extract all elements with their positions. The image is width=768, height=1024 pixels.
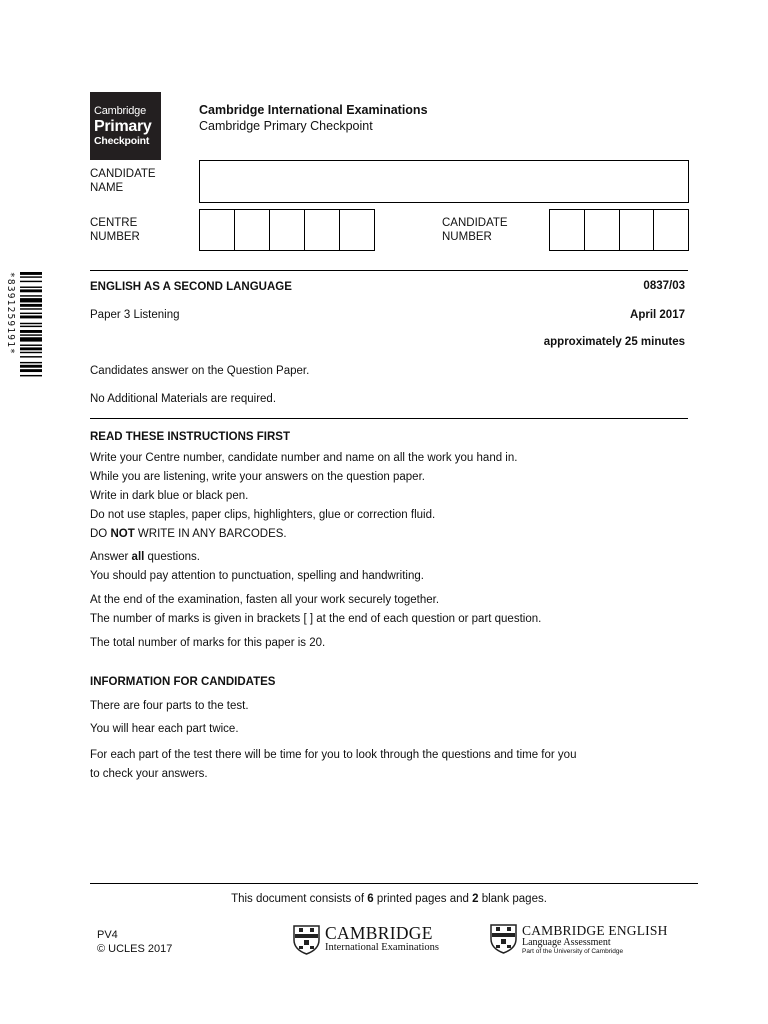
instruction-line: At the end of the examination, fasten all your work securely together. — [90, 594, 440, 606]
centre-number-label-line1: CENTRE — [90, 217, 138, 229]
instruction-text: questions. — [144, 551, 200, 563]
candidate-number-cell[interactable] — [550, 210, 584, 250]
candidate-number-label-line2: NUMBER — [442, 231, 492, 243]
centre-number-cell[interactable] — [339, 210, 374, 250]
instruction-line: Write your Centre number, candidate number and name on all the work you hand in. — [90, 452, 518, 464]
instruction-line: While you are listening, write your answers on the question paper. — [90, 471, 425, 483]
answer-note: Candidates answer on the Question Paper. — [90, 365, 310, 377]
divider-footer — [90, 883, 698, 884]
org-title: Cambridge International Examinations — [199, 103, 428, 117]
candidate-number-label-line1: CANDIDATE — [442, 217, 508, 229]
cambridge-subtitle: International Examinations — [325, 942, 440, 953]
instructions-heading: READ THESE INSTRUCTIONS FIRST — [90, 431, 290, 443]
blank-pages-count: 2 — [472, 893, 479, 905]
page-count-text: This document consists of — [231, 893, 368, 905]
candidate-name-field[interactable] — [199, 160, 689, 203]
centre-number-cell[interactable] — [234, 210, 269, 250]
instruction-line-answer-all — [90, 550, 200, 564]
info-line: You will hear each part twice. — [90, 723, 239, 735]
cambridge-crest-icon — [293, 925, 320, 955]
instruction-line: Do not use staples, paper clips, highlighters, glue or correction fluid. — [90, 509, 436, 521]
paper-name: Paper 3 Listening — [90, 309, 180, 321]
candidate-name-label — [90, 167, 156, 195]
candidate-number-cell[interactable] — [653, 210, 688, 250]
info-line: There are four parts to the test. — [90, 700, 249, 712]
centre-number-label-line2: NUMBER — [90, 231, 140, 243]
materials-note: No Additional Materials are required. — [90, 393, 277, 405]
cambridge-english-crest-icon — [490, 924, 517, 954]
info-heading: INFORMATION FOR CANDIDATES — [90, 676, 276, 688]
instruction-line: The total number of marks for this paper is 20. — [90, 637, 326, 649]
centre-number-cell[interactable] — [269, 210, 304, 250]
exam-date: April 2017 — [630, 309, 685, 321]
instruction-emphasis: NOT — [110, 528, 135, 540]
candidate-number-field[interactable] — [549, 209, 689, 251]
info-line: to check your answers. — [90, 768, 208, 780]
cambridge-english-tagline: Part of the University of Cambridge — [522, 948, 624, 955]
centre-number-cell[interactable] — [200, 210, 234, 250]
page-count-text: printed pages and — [373, 893, 473, 905]
instruction-text: Answer — [90, 551, 132, 563]
instruction-line: The number of marks is given in brackets [ ] at the end of each question or part question. — [90, 613, 542, 625]
paper-reference: PV4 — [97, 929, 118, 941]
subject-title: ENGLISH AS A SECOND LANGUAGE — [90, 281, 292, 293]
instruction-line: Write in dark blue or black pen. — [90, 490, 249, 502]
candidate-name-label-line2: NAME — [90, 182, 124, 194]
logo-line-1: Cambridge — [94, 105, 147, 117]
logo-line-3: Checkpoint — [94, 135, 150, 147]
instruction-emphasis: all — [131, 551, 145, 563]
instruction-line-barcodes — [90, 527, 287, 541]
programme-title: Cambridge Primary Checkpoint — [199, 119, 373, 133]
page-count-text: blank pages. — [478, 893, 547, 905]
info-line: For each part of the test there will be time for you to look through the questions and time for you — [90, 749, 577, 761]
divider-top — [90, 270, 688, 271]
centre-number-field[interactable] — [199, 209, 375, 251]
logo-line-2: Primary — [94, 118, 152, 135]
instruction-line: You should pay attention to punctuation, spelling and handwriting. — [90, 570, 424, 582]
instruction-text: WRITE IN ANY BARCODES. — [134, 528, 287, 540]
cambridge-primary-checkpoint-logo — [90, 92, 161, 160]
copyright: © UCLES 2017 — [97, 943, 173, 955]
cambridge-english-wordmark: CAMBRIDGE ENGLISH — [522, 923, 668, 938]
candidate-number-cell[interactable] — [619, 210, 654, 250]
candidate-number-cell[interactable] — [584, 210, 619, 250]
cambridge-wordmark: CAMBRIDGE — [325, 923, 433, 943]
printed-pages-count: 6 — [367, 893, 374, 905]
instruction-text: DO — [90, 528, 111, 540]
candidate-number-label — [442, 216, 508, 244]
exam-duration: approximately 25 minutes — [543, 336, 685, 348]
page-count-note — [0, 892, 768, 906]
barcode-icon — [20, 272, 42, 410]
centre-number-cell[interactable] — [304, 210, 339, 250]
paper-code: 0837/03 — [643, 280, 685, 292]
candidate-name-label-line1: CANDIDATE — [90, 168, 156, 180]
centre-number-label — [90, 216, 140, 244]
barcode-number: *8391259191* — [5, 272, 16, 356]
divider-middle — [90, 418, 688, 419]
cambridge-english-subtitle: Language Assessment — [522, 937, 611, 948]
